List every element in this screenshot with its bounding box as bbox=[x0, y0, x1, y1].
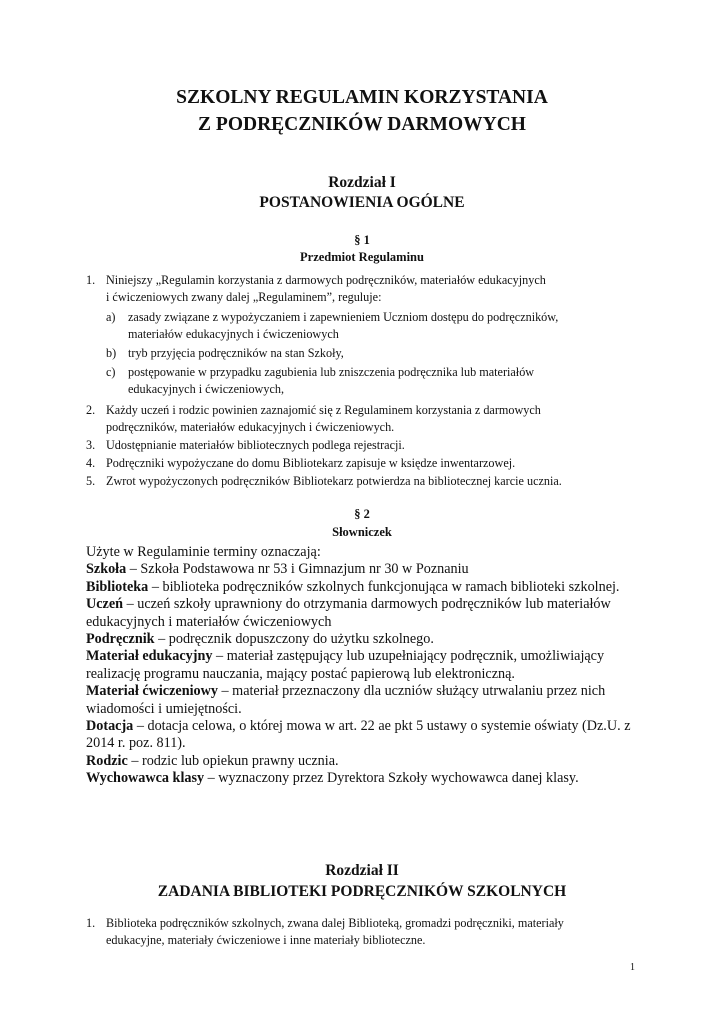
title-line-1: SZKOLNY REGULAMIN KORZYSTANIA bbox=[176, 87, 548, 108]
subitem-letter: b) bbox=[106, 346, 117, 360]
glossary-definition: – dotacja celowa, o której mowa w art. 22 ae pkt 5 ustawy o systemie oświaty (Dz.U. z 2014 r. poz. 811). bbox=[86, 718, 631, 752]
glossary-definition: – podręcznik dopuszczony do użytku szkolnego. bbox=[154, 631, 434, 648]
glossary-term: Materiał ćwiczeniowy bbox=[86, 683, 218, 700]
subitem-text: zasady związane z wypożyczaniem i zapewnieniem Uczniom dostępu do podręczników, bbox=[128, 310, 559, 324]
item-text: edukacyjne, materiały ćwiczeniowe i inne materiały biblioteczne. bbox=[106, 933, 426, 947]
chapter-1-label: Rozdział I bbox=[328, 174, 396, 191]
glossary-intro: Użyte w Regulaminie terminy oznaczają: bbox=[86, 544, 321, 560]
glossary-entry bbox=[86, 631, 656, 648]
item-text: i ćwiczeniowych zwany dalej „Regulaminem”, reguluje: bbox=[106, 290, 382, 304]
subitem-letter: c) bbox=[106, 365, 116, 379]
document-title bbox=[0, 84, 724, 138]
glossary-term: Dotacja bbox=[86, 718, 134, 735]
glossary-entry bbox=[86, 718, 656, 753]
glossary-entry bbox=[86, 770, 656, 787]
title-line-2: Z PODRĘCZNIKÓW DARMOWYCH bbox=[198, 114, 526, 135]
item-text: podręczników, materiałów edukacyjnych i ćwiczeniowych. bbox=[106, 420, 395, 434]
glossary-definition: – rodzic lub opiekun prawny ucznia. bbox=[127, 752, 339, 769]
subitem-text: tryb przyjęcia podręczników na stan Szkoły, bbox=[128, 346, 344, 360]
subitem-text: materiałów edukacyjnych i ćwiczeniowych bbox=[128, 327, 339, 341]
section-2-title: Słowniczek bbox=[332, 525, 392, 539]
subitem-text: edukacyjnych i ćwiczeniowych, bbox=[128, 382, 285, 396]
item-text: Biblioteka podręczników szkolnych, zwana dalej Biblioteką, gromadzi podręczniki, materiały bbox=[106, 916, 564, 930]
glossary-definition: – uczeń szkoły uprawniony do otrzymania darmowych podręczników lub materiałów edukacyjnych i materiałów ćwiczeniowych bbox=[86, 596, 611, 630]
section-1-sign: § 1 bbox=[354, 233, 370, 247]
item-number: 1. bbox=[86, 916, 96, 930]
glossary-term: Rodzic bbox=[86, 752, 128, 769]
item-text: Każdy uczeń i rodzic powinien zaznajomić się z Regulaminem korzystania z darmowych bbox=[106, 403, 541, 417]
item-text: Niniejszy „Regulamin korzystania z darmowych podręczników, materiałów edukacyjnych bbox=[106, 273, 546, 287]
page-number: 1 bbox=[630, 962, 635, 973]
glossary bbox=[86, 544, 656, 788]
glossary-entry bbox=[86, 753, 656, 770]
glossary-term: Szkoła bbox=[86, 561, 127, 578]
glossary-entry bbox=[86, 648, 656, 683]
glossary-definition: – biblioteka podręczników szkolnych funkcjonująca w ramach biblioteki szkolnej. bbox=[148, 578, 620, 595]
glossary-definition: – Szkoła Podstawowa nr 53 i Gimnazjum nr 30 w Poznaniu bbox=[126, 561, 469, 578]
chapter-1-name: POSTANOWIENIA OGÓLNE bbox=[259, 194, 465, 211]
glossary-entry bbox=[86, 561, 656, 578]
subitem-text: postępowanie w przypadku zagubienia lub zniszczenia podręcznika lub materiałów bbox=[128, 365, 535, 379]
glossary-entry bbox=[86, 596, 656, 631]
item-number: 1. bbox=[86, 273, 96, 287]
glossary-term: Biblioteka bbox=[86, 578, 149, 595]
glossary-entry bbox=[86, 683, 656, 718]
subitem-letter: a) bbox=[106, 310, 116, 324]
section-2-sign: § 2 bbox=[354, 507, 370, 521]
glossary-definition: – materiał przeznaczony dla uczniów służący utrwalaniu przez nich wiadomości i umiejętności. bbox=[86, 683, 606, 717]
item-number: 4. bbox=[86, 456, 96, 470]
glossary-term: Wychowawca klasy bbox=[86, 770, 205, 787]
chapter-2-name: ZADANIA BIBLIOTEKI PODRĘCZNIKÓW SZKOLNYCH bbox=[157, 883, 567, 900]
glossary-term: Podręcznik bbox=[86, 631, 155, 648]
item-number: 3. bbox=[86, 438, 96, 452]
glossary-entry bbox=[86, 579, 656, 596]
item-text: Podręczniki wypożyczane do domu Bibliotekarz zapisuje w księdze inwentarzowej. bbox=[106, 456, 516, 470]
item-text: Zwrot wypożyczonych podręczników Bibliotekarz potwierdza na bibliotecznej karcie ucznia. bbox=[106, 474, 562, 488]
glossary-term: Uczeń bbox=[86, 596, 124, 613]
glossary-definition: – materiał zastępujący lub uzupełniający podręcznik, umożliwiający realizację programu nauczania, mający postać papierową lub elektroniczną. bbox=[86, 648, 605, 682]
item-number: 2. bbox=[86, 403, 96, 417]
item-number: 5. bbox=[86, 474, 96, 488]
glossary-definition: – wyznaczony przez Dyrektora Szkoły wychowawca danej klasy. bbox=[204, 770, 579, 787]
glossary-term: Materiał edukacyjny bbox=[86, 648, 213, 665]
chapter-2-label: Rozdział II bbox=[325, 862, 399, 879]
section-1-title: Przedmiot Regulaminu bbox=[300, 250, 424, 264]
item-text: Udostępnianie materiałów bibliotecznych podlega rejestracji. bbox=[106, 438, 405, 452]
